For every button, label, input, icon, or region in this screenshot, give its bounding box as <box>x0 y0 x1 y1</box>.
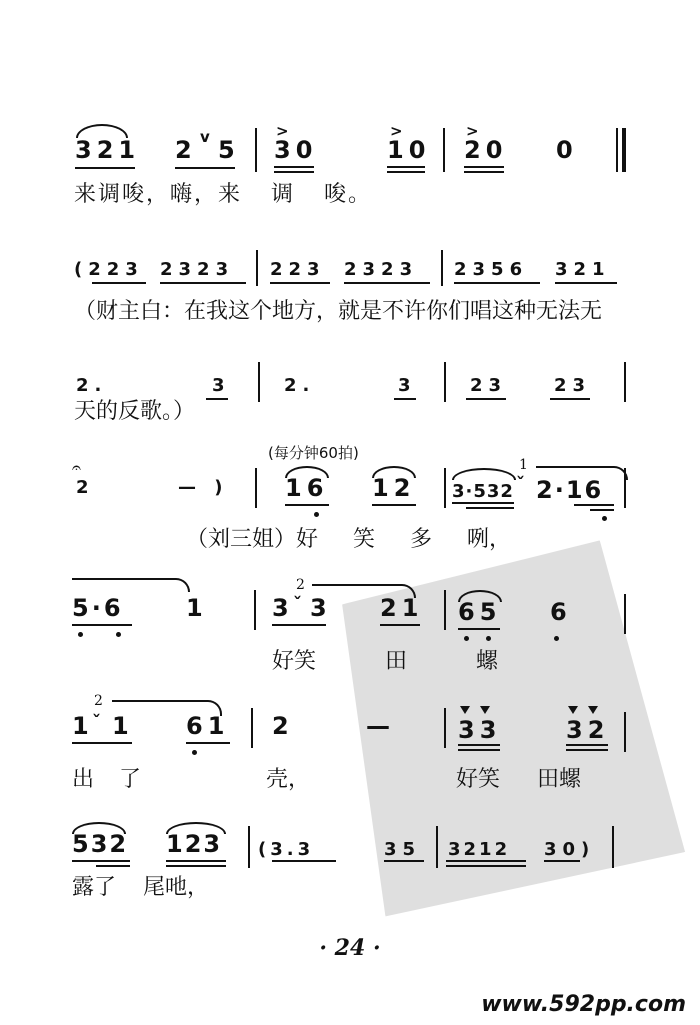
bar-line <box>436 826 438 868</box>
beam-line <box>452 502 514 504</box>
beam-line <box>394 398 416 400</box>
note-group: 2356 <box>454 259 529 280</box>
grace-note: 2 <box>296 577 305 593</box>
accent-mark: > <box>466 122 479 140</box>
dash-rest: — <box>366 712 395 740</box>
note-group: 32 <box>566 716 610 744</box>
note-group: 2323 <box>160 259 235 280</box>
final-bar-thin <box>616 128 618 172</box>
beam-line <box>590 509 614 511</box>
bar-line <box>624 362 626 402</box>
beam-line <box>272 860 336 862</box>
bar-line <box>444 468 446 508</box>
lyrics-line: 好笑 田螺 <box>456 767 581 792</box>
beam-line <box>72 860 130 862</box>
beam-line <box>380 624 420 626</box>
grace-note: 2 <box>94 693 103 709</box>
bar-line <box>444 708 446 748</box>
bar-line <box>624 468 626 508</box>
low-octave-dot <box>486 636 491 641</box>
bar-line <box>258 362 260 402</box>
dash-rest: — ) <box>178 477 229 498</box>
note-group: 16 <box>285 474 329 502</box>
beam-line <box>458 749 500 751</box>
note: 2 <box>175 136 197 164</box>
beam-line <box>384 860 424 862</box>
beam-line <box>466 398 506 400</box>
beam-line <box>186 742 230 744</box>
lyrics-line: 天的反歌。） <box>74 399 196 424</box>
note-group: 321 <box>75 136 141 164</box>
staccato-wedge <box>568 706 578 714</box>
note: 3 <box>310 594 332 622</box>
beam-line <box>72 624 132 626</box>
bar-line <box>624 712 626 752</box>
note: 2 <box>76 477 95 498</box>
lyrics-line: （财主白：在我这个地方，就是不许你们唱这种无法无 <box>74 299 603 324</box>
final-bar-thick <box>622 128 626 172</box>
low-octave-dot <box>602 516 607 521</box>
beam-line <box>464 171 504 173</box>
beam-line <box>274 166 314 168</box>
note-group: (3.3 <box>258 839 315 860</box>
bar-line <box>251 708 253 748</box>
bar-line <box>248 826 250 868</box>
beam-line <box>544 860 580 862</box>
staccato-wedge <box>460 706 470 714</box>
note: 1 <box>72 712 94 740</box>
note-group: 12 <box>372 474 416 502</box>
beam-line <box>206 398 228 400</box>
bar-line <box>441 250 443 286</box>
note-group: 321 <box>555 259 611 280</box>
beam-line <box>344 282 430 284</box>
beam-line <box>372 504 416 506</box>
beam-line <box>270 282 330 284</box>
beam-line <box>446 865 526 867</box>
note: 2. <box>284 375 316 396</box>
note-group: 30) <box>544 839 596 860</box>
beam-line <box>387 171 425 173</box>
beam-line <box>458 744 500 746</box>
low-octave-dot <box>464 636 469 641</box>
note: 1 <box>112 712 134 740</box>
note: 1 <box>186 594 208 622</box>
breath-mark: v <box>200 128 210 146</box>
beam-line <box>550 398 590 400</box>
beam-line <box>387 166 425 168</box>
note: 6 <box>550 598 572 626</box>
note-group: 61 <box>186 712 230 740</box>
note-group: 10 <box>387 136 431 164</box>
bar-line <box>444 590 446 630</box>
staccato-wedge <box>588 706 598 714</box>
lyrics-line: （刘三姐）好 笑 多 咧， <box>186 527 511 552</box>
note-group: 33 <box>458 716 502 744</box>
beam-line <box>454 282 540 284</box>
note-group: 223 <box>270 259 326 280</box>
low-octave-dot <box>192 750 197 755</box>
note-group: 21 <box>380 594 424 622</box>
beam-line <box>166 860 226 862</box>
note-group: 20 <box>464 136 508 164</box>
beam-line <box>272 624 326 626</box>
watermark: www.592pp.com <box>481 992 686 1017</box>
bar-line <box>612 826 614 868</box>
accent-mark: > <box>276 122 289 140</box>
beam-line <box>458 628 500 630</box>
lyrics-line: 壳， <box>266 767 311 792</box>
rest: 0 <box>556 136 578 164</box>
lyrics-line: 出 了 <box>72 767 141 792</box>
bar-line <box>256 250 258 286</box>
low-octave-dot <box>314 512 319 517</box>
beam-line <box>566 744 608 746</box>
slur <box>72 578 190 592</box>
lyrics-line: 来调唆，嗨，来 调 唆。 <box>74 182 372 207</box>
bar-line <box>443 128 445 172</box>
low-octave-dot <box>116 632 121 637</box>
beam-line <box>166 865 226 867</box>
beam-line <box>72 742 132 744</box>
note-group: 65 <box>458 598 502 626</box>
beam-line <box>466 507 514 509</box>
beam-line <box>566 749 608 751</box>
beam-line <box>285 504 329 506</box>
note: 3 <box>398 375 417 396</box>
low-octave-dot <box>554 636 559 641</box>
beam-line <box>574 504 614 506</box>
beam-line <box>555 282 617 284</box>
bar-line <box>254 590 256 630</box>
note-group: 3·532 <box>452 481 514 502</box>
low-octave-dot <box>78 632 83 637</box>
note: 2. <box>76 375 108 396</box>
bar-line <box>255 128 257 172</box>
note-group: 35 <box>384 839 422 860</box>
bar-line <box>255 468 257 508</box>
lyrics-line: 好笑 田 螺 <box>272 649 498 674</box>
note: 3 <box>272 594 294 622</box>
page-number: · 24 · <box>319 935 381 961</box>
note-group: 23 <box>470 375 508 396</box>
beam-line <box>75 167 135 169</box>
note: 5 <box>218 136 240 164</box>
note-group: 2323 <box>344 259 419 280</box>
grace-note: 1 <box>519 457 528 473</box>
note-group: 2·16 <box>536 476 604 504</box>
note: 2 <box>272 712 294 740</box>
bar-line <box>444 362 446 402</box>
note-group: 532 <box>72 830 129 858</box>
accent-mark: > <box>390 122 403 140</box>
grace-hook: ˇ <box>92 712 101 733</box>
beam-line <box>92 282 146 284</box>
staccato-wedge <box>480 706 490 714</box>
tempo-marking: (每分钟60拍) <box>268 444 359 462</box>
note: 3 <box>212 375 231 396</box>
note-group: 30 <box>274 136 318 164</box>
beam-line <box>160 282 246 284</box>
beam-line <box>464 166 504 168</box>
note-group: 5·6 <box>72 594 124 622</box>
beam-line <box>274 171 314 173</box>
beam-line <box>175 167 235 169</box>
grace-hook: ˇ <box>293 594 302 615</box>
bar-line <box>624 594 626 634</box>
grace-hook: ˇ <box>516 474 525 495</box>
note-group: 23 <box>554 375 592 396</box>
beam-line <box>446 860 526 862</box>
note-group: (223 <box>74 259 144 280</box>
beam-line <box>96 865 130 867</box>
lyrics-line: 露了 尾吔， <box>72 875 209 900</box>
note-group: 3212 <box>448 839 511 860</box>
fermata-icon: 𝄐 <box>72 458 81 477</box>
note-group: 123 <box>166 830 223 858</box>
